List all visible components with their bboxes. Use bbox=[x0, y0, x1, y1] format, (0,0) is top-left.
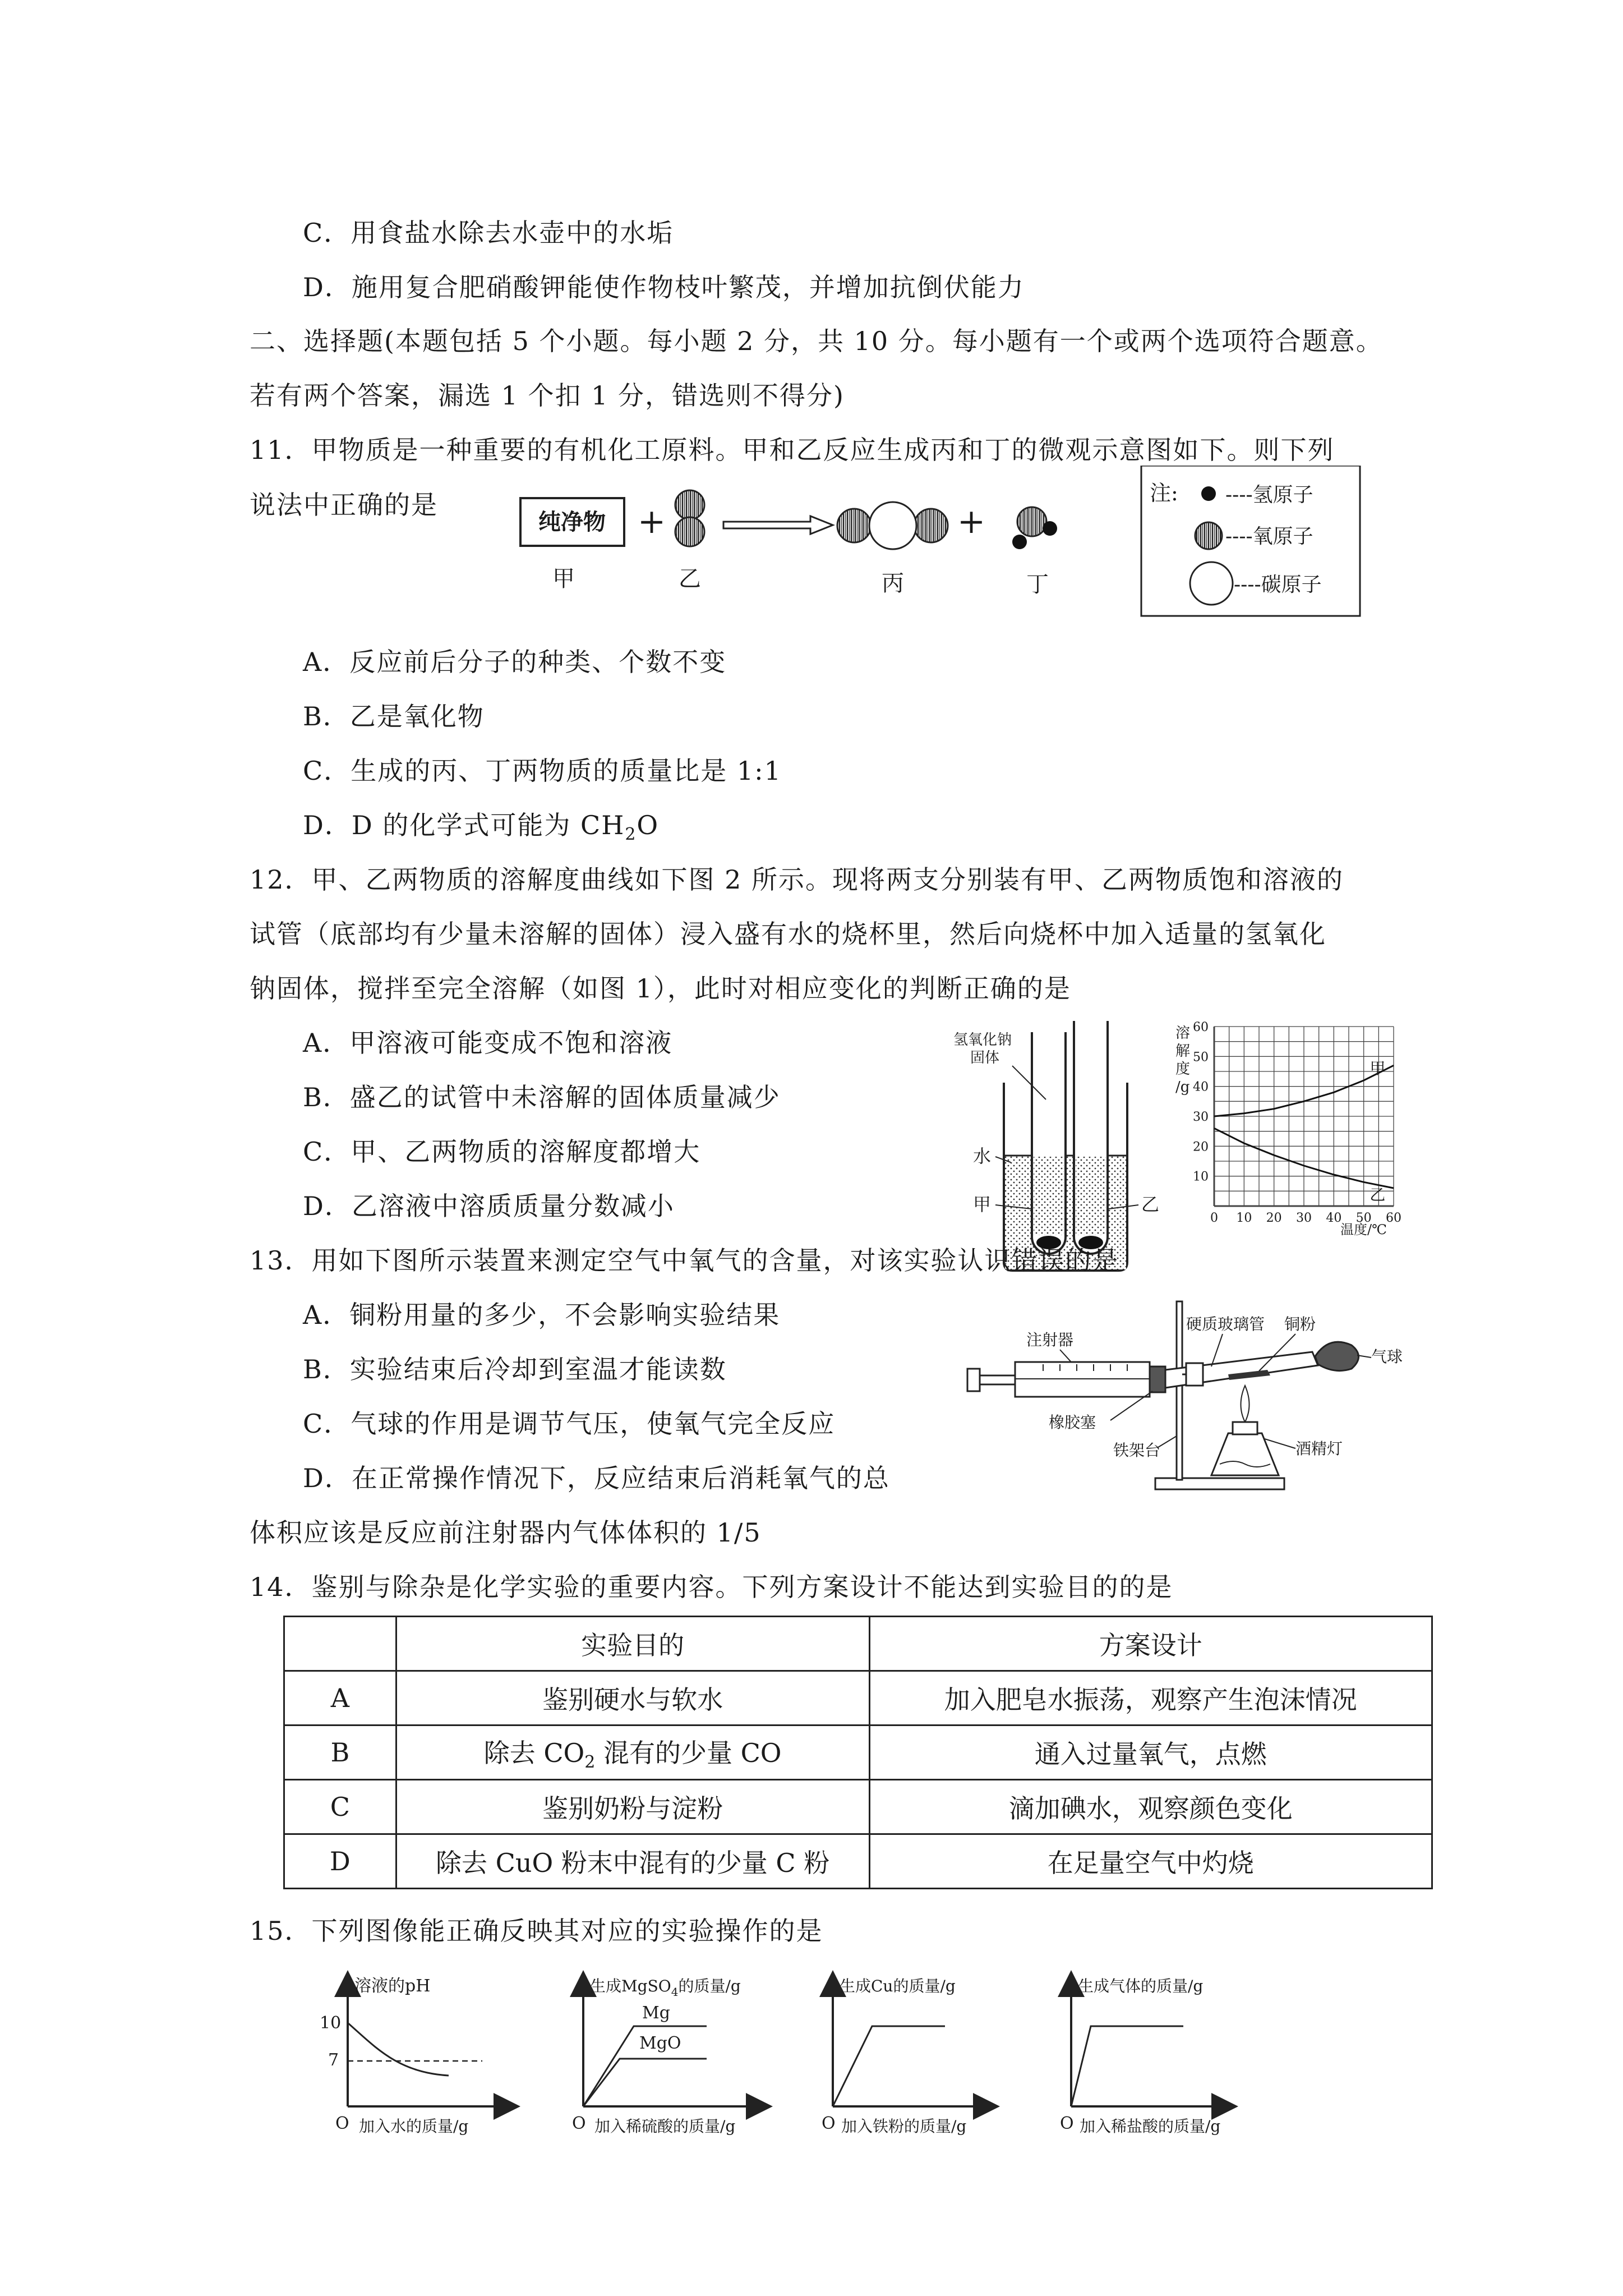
x-tick-label: 50 bbox=[1355, 1211, 1372, 1225]
label-syringe: 注射器 bbox=[1026, 1331, 1074, 1349]
carbon-atom bbox=[869, 502, 916, 549]
graph-mgso4 bbox=[572, 1975, 768, 2136]
naoh-label: 氢氧化钠 bbox=[953, 1032, 1012, 1048]
x-tick-label: 30 bbox=[1296, 1211, 1312, 1225]
table-cell: 除去 $CO_2$ 混有的少量 CO bbox=[396, 1726, 869, 1780]
x-tick-label: 10 bbox=[1236, 1211, 1252, 1225]
yi-label: 乙 bbox=[1141, 1194, 1160, 1215]
label-bing: 丙 bbox=[882, 570, 904, 596]
q15-stem: 15．下列图像能正确反映其对应的实验操作的是 bbox=[250, 1916, 823, 1946]
y-tick-label: 20 bbox=[1193, 1140, 1209, 1154]
water-label: 水 bbox=[973, 1145, 992, 1167]
table-header-cell bbox=[284, 1617, 396, 1671]
g2-label-mg: Mg bbox=[642, 2003, 670, 2023]
oxygen-atom bbox=[914, 509, 948, 542]
stand-rod bbox=[1177, 1301, 1182, 1480]
table-row bbox=[284, 1671, 1432, 1726]
q13-option-a: A．铜粉用量的多少，不会影响实验结果 bbox=[303, 1300, 781, 1330]
g1-curve bbox=[348, 2023, 449, 2076]
table-row bbox=[284, 1726, 1432, 1780]
syringe-plunger bbox=[976, 1375, 1015, 1384]
g4-xlabel: 加入稀盐酸的质量/g bbox=[1080, 2117, 1221, 2136]
q12-stem-cont2: 钠固体，搅拌至完全溶解（如图 1），此时对相应变化的判断正确的是 bbox=[250, 973, 1071, 1004]
q13-option-d-cont: 体积应该是反应前注射器内气体体积的 1/5 bbox=[250, 1517, 762, 1548]
q13-stem: 13．用如下图所示装置来测定空气中氧气的含量，对该实验认识错误的是 bbox=[250, 1245, 1119, 1276]
g1-xlabel: 加入水的质量/g bbox=[359, 2117, 469, 2136]
x-tick-label: 20 bbox=[1266, 1211, 1282, 1225]
label-ding: 丁 bbox=[1026, 572, 1049, 597]
g4-line bbox=[1071, 2026, 1183, 2106]
q13-apparatus bbox=[965, 1296, 1481, 1498]
hydrogen-atom bbox=[1012, 535, 1027, 549]
q10-option-d: D．施用复合肥硝酸钾能使作物枝叶繁茂，并增加抗倒伏能力 bbox=[303, 272, 1025, 302]
y-axis-label-2: 解 bbox=[1175, 1043, 1191, 1060]
chart-grid bbox=[1214, 1027, 1394, 1206]
table-cell: 鉴别奶粉与淀粉 bbox=[396, 1780, 869, 1834]
y-axis-label-4: /g bbox=[1175, 1079, 1190, 1096]
g2-label-mgo: MgO bbox=[639, 2033, 681, 2053]
y-tick-label: 50 bbox=[1193, 1050, 1209, 1065]
label-glass-tube: 硬质玻璃管 bbox=[1186, 1315, 1265, 1333]
graph-ph bbox=[320, 1975, 516, 2136]
q11-option-d: D．D 的化学式可能为 $CH_2O$ bbox=[303, 810, 660, 845]
table-cell: 在足量空气中灼烧 bbox=[869, 1834, 1432, 1889]
table-cell: D bbox=[284, 1834, 396, 1889]
y-tick-label: 40 bbox=[1193, 1080, 1209, 1094]
table-cell: B bbox=[284, 1726, 396, 1780]
q15-graphs bbox=[303, 1963, 1284, 2143]
label-jia: 甲 bbox=[552, 566, 575, 592]
table-cell: A bbox=[284, 1671, 396, 1726]
rubber-stopper bbox=[1150, 1366, 1165, 1392]
g2-ylabel: 生成MgSO$_4$的质量/g bbox=[590, 1977, 741, 1999]
q14-table bbox=[283, 1616, 1433, 1889]
g2-xlabel: 加入稀硫酸的质量/g bbox=[594, 2117, 736, 2136]
legend-oxygen: ----氧原子 bbox=[1225, 525, 1313, 548]
q13-option-d: D．在正常操作情况下，反应结束后消耗氧气的总 bbox=[303, 1463, 890, 1493]
table-cell: 鉴别硬水与软水 bbox=[396, 1671, 869, 1726]
q11-reaction-diagram bbox=[505, 466, 1447, 628]
label-lamp: 酒精灯 bbox=[1295, 1439, 1343, 1458]
q12-option-a: A．甲溶液可能变成不饱和溶液 bbox=[303, 1028, 673, 1058]
hydrogen-atom-legend bbox=[1201, 486, 1216, 501]
naoh-label-2: 固体 bbox=[970, 1050, 1000, 1066]
g1-origin: O bbox=[335, 2114, 349, 2133]
pure-substance-label: 纯净物 bbox=[538, 509, 606, 535]
legend-note: 注: bbox=[1150, 481, 1178, 505]
table-row bbox=[284, 1834, 1432, 1889]
stand-base bbox=[1155, 1478, 1284, 1489]
hydrogen-atom bbox=[1043, 521, 1057, 536]
graph-gas bbox=[1060, 1975, 1234, 2136]
q12-solubility-chart bbox=[1172, 1015, 1413, 1240]
y-axis-label-3: 度 bbox=[1175, 1061, 1191, 1078]
g1-ylabel: 溶液的pH bbox=[354, 1976, 431, 1996]
legend-carbon: ----碳原子 bbox=[1234, 573, 1322, 596]
jia-label: 甲 bbox=[973, 1194, 992, 1215]
g1-tick-10: 10 bbox=[320, 2013, 342, 2033]
g3-ylabel: 生成Cu的质量/g bbox=[840, 1977, 956, 1995]
g4-ylabel: 生成气体的质量/g bbox=[1078, 1977, 1204, 1995]
q11-option-b: B．乙是氧化物 bbox=[303, 701, 485, 731]
y-tick-label: 60 bbox=[1193, 1020, 1209, 1034]
x-tick-label: 60 bbox=[1386, 1211, 1401, 1225]
g2-line-mgo bbox=[583, 2059, 707, 2106]
y-axis-label-1: 溶 bbox=[1175, 1025, 1191, 1042]
oxygen-atom bbox=[675, 490, 704, 519]
section-heading: 二、选择题(本题包括 5 个小题。每小题 2 分，共 10 分。每小题有一个或两个选项符合题意。 bbox=[250, 326, 1383, 356]
series-label-yi: 乙 bbox=[1370, 1185, 1386, 1204]
g3-xlabel: 加入铁粉的质量/g bbox=[841, 2117, 967, 2136]
carbon-atom-legend bbox=[1190, 562, 1233, 605]
legend-hydrogen: ----氢原子 bbox=[1225, 484, 1313, 507]
plus-sign-2: + bbox=[957, 502, 986, 541]
g1-tick-7: 7 bbox=[328, 2050, 339, 2070]
q13-option-c: C．气球的作用是调节气压，使氧气完全反应 bbox=[303, 1409, 836, 1439]
q12-option-b: B．盛乙的试管中未溶解的固体质量减少 bbox=[303, 1082, 781, 1112]
q13-option-b: B．实验结束后冷却到室温才能读数 bbox=[303, 1354, 727, 1384]
balloon bbox=[1315, 1342, 1359, 1370]
x-axis-label: 温度/℃ bbox=[1340, 1222, 1387, 1237]
g3-line bbox=[833, 2026, 945, 2106]
q11-option-c: C．生成的丙、丁两物质的质量比是 1:1 bbox=[303, 756, 782, 786]
g3-origin: O bbox=[822, 2114, 836, 2133]
label-stopper: 橡胶塞 bbox=[1049, 1413, 1096, 1432]
table-cell: C bbox=[284, 1780, 396, 1834]
g4-origin: O bbox=[1060, 2114, 1074, 2133]
oxygen-atom bbox=[675, 517, 704, 546]
plus-sign-1: + bbox=[637, 502, 666, 541]
oxygen-atom-legend bbox=[1195, 522, 1222, 549]
x-tick-label: 40 bbox=[1326, 1211, 1342, 1225]
section-heading-cont: 若有两个答案，漏选 1 个扣 1 分，错选则不得分) bbox=[250, 380, 845, 411]
q12-stem: 12．甲、乙两物质的溶解度曲线如下图 2 所示。现将两支分别装有甲、乙两物质饱和溶液的 bbox=[250, 864, 1344, 895]
series-label-jia: 甲 bbox=[1370, 1059, 1386, 1078]
table-header-row bbox=[284, 1617, 1432, 1671]
x-tick-label: 0 bbox=[1210, 1211, 1218, 1225]
oxygen-atom bbox=[837, 509, 871, 542]
oxygen-atom bbox=[1017, 507, 1046, 536]
table-header-cell: 方案设计 bbox=[869, 1617, 1432, 1671]
table-cell: 除去 CuO 粉末中混有的少量 C 粉 bbox=[396, 1834, 869, 1889]
reaction-arrow bbox=[723, 516, 833, 534]
q10-option-c: C．用食盐水除去水壶中的水垢 bbox=[303, 218, 674, 248]
table-header-cell: 实验目的 bbox=[396, 1617, 869, 1671]
q12-option-d: D．乙溶液中溶质质量分数减小 bbox=[303, 1191, 675, 1221]
label-stand: 铁架台 bbox=[1113, 1441, 1161, 1460]
table-cell: 加入肥皂水振荡，观察产生泡沫情况 bbox=[869, 1671, 1432, 1726]
table-cell: 滴加碘水，观察颜色变化 bbox=[869, 1780, 1432, 1834]
q12-option-c: C．甲、乙两物质的溶解度都增大 bbox=[303, 1137, 701, 1167]
table-cell: 通入过量氧气，点燃 bbox=[869, 1726, 1432, 1780]
q11-stem-cont: 说法中正确的是 bbox=[250, 490, 438, 520]
q11-option-a: A．反应前后分子的种类、个数不变 bbox=[303, 647, 727, 677]
table-row bbox=[284, 1780, 1432, 1834]
q11-stem: 11．甲物质是一种重要的有机化工原料。甲和乙反应生成丙和丁的微观示意图如下。则下列 bbox=[250, 435, 1335, 465]
q12-stem-cont: 试管（底部均有少量未溶解的固体）浸入盛有水的烧杯里，然后向烧杯中加入适量的氢氧化 bbox=[250, 919, 1326, 949]
graph-cu bbox=[822, 1975, 995, 2136]
y-tick-label: 10 bbox=[1193, 1170, 1209, 1184]
y-tick-label: 30 bbox=[1193, 1110, 1209, 1124]
label-balloon: 气球 bbox=[1371, 1347, 1403, 1366]
label-copper: 铜粉 bbox=[1284, 1315, 1316, 1333]
g2-origin: O bbox=[572, 2114, 586, 2133]
label-yi: 乙 bbox=[679, 566, 701, 592]
q14-stem: 14．鉴别与除杂是化学实验的重要内容。下列方案设计不能达到实验目的的是 bbox=[250, 1572, 1173, 1602]
